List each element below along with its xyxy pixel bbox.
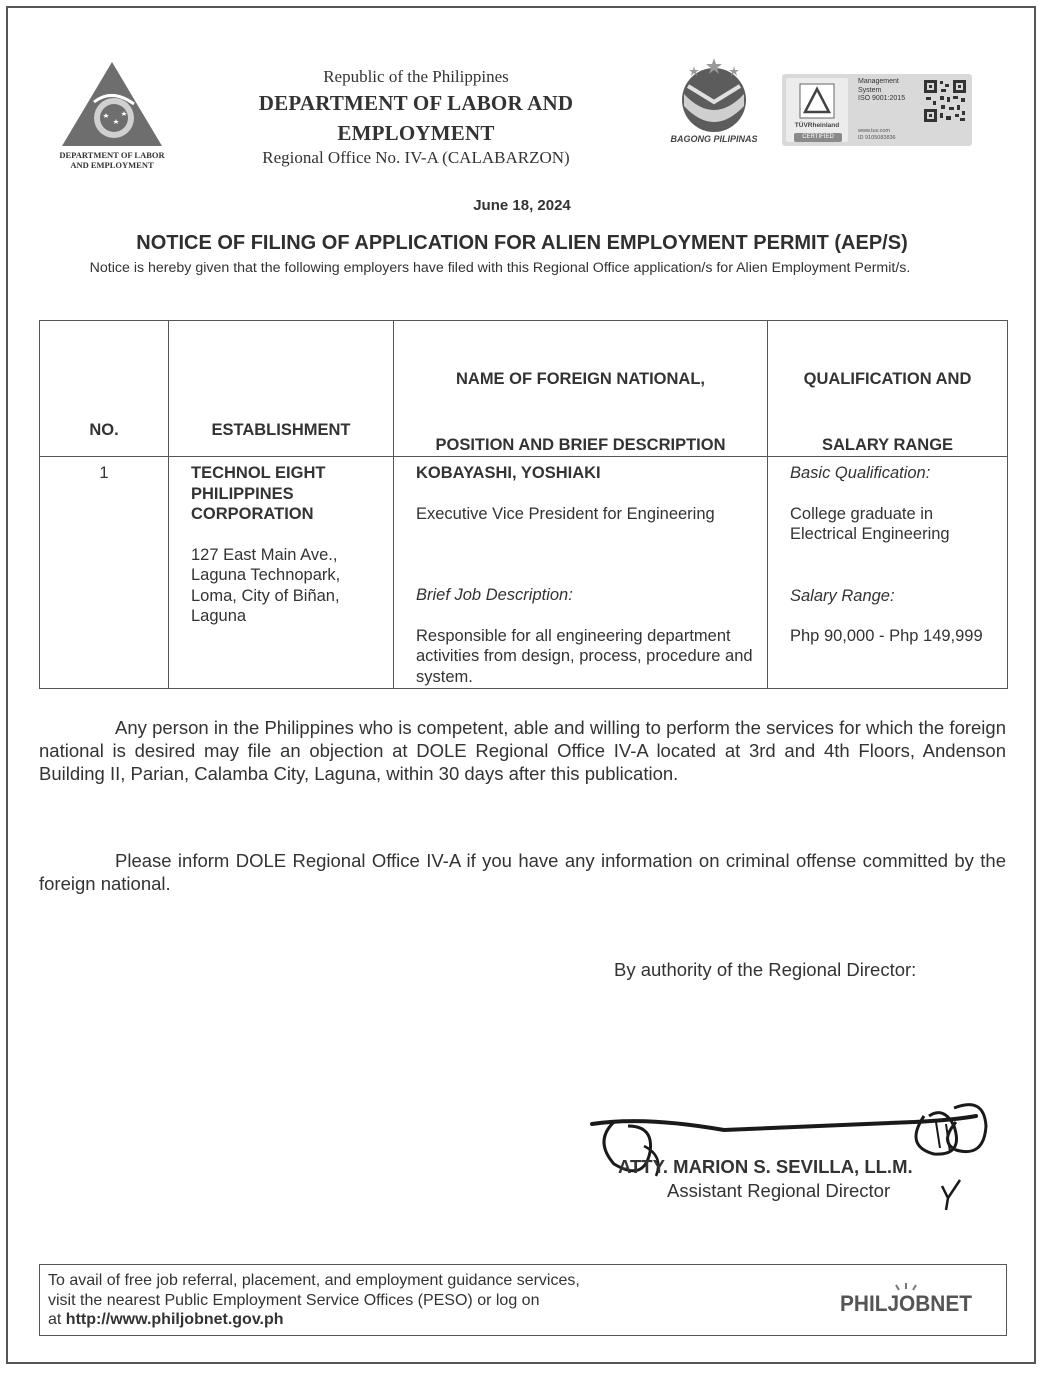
salary-range: Php 90,000 - Php 149,999 xyxy=(790,627,983,645)
table-header-row xyxy=(40,321,1008,457)
philjobnet-logo xyxy=(840,1281,990,1321)
signatory-name: ATTY. MARION S. SEVILLA, LL.M. xyxy=(618,1156,913,1177)
table-row xyxy=(40,457,1008,689)
notice-subtitle: Notice is hereby given that the following employers have filed with this Regional Office application/s for Alien Employment Permit/s. xyxy=(89,260,911,276)
foreign-national-cell xyxy=(394,457,768,689)
iso-web-line2: ID 9105083836 xyxy=(858,135,896,141)
establishment-address: 127 East Main Ave., Laguna Technopark, Loma, City of Biñan, Laguna xyxy=(191,545,341,625)
signatory-title: Assistant Regional Director xyxy=(667,1180,891,1201)
dole-logo xyxy=(58,58,166,176)
tuv-brand: TÜVRheinland xyxy=(794,122,840,129)
footer-line3-prefix: at xyxy=(48,1311,66,1328)
iso-ms-line1: Management xyxy=(858,78,899,85)
foreign-national-name: KOBAYASHI, YOSHIAKI xyxy=(416,464,601,482)
footer-line1: To avail of free job referral, placement, and employment guidance services, xyxy=(48,1272,580,1289)
job-description-label: Brief Job Description: xyxy=(416,586,573,604)
row-number: 1 xyxy=(40,457,169,689)
logo-text-line1: DEPARTMENT OF LABOR xyxy=(59,150,165,160)
qr-code-icon xyxy=(922,78,968,124)
salary-label: Salary Range: xyxy=(790,586,895,605)
establishment-name: TECHNOL EIGHT PHILIPPINES CORPORATION xyxy=(191,464,326,523)
republic-line: Republic of the Philippines xyxy=(323,67,509,86)
footer-line2: visit the nearest Public Employment Service Offices (PESO) or log on xyxy=(48,1291,540,1309)
bagong-pilipinas-logo xyxy=(664,56,764,156)
notice-date: June 18, 2024 xyxy=(473,197,571,214)
header-qualification: QUALIFICATION AND SALARY RANGE xyxy=(768,321,1008,457)
department-name: DEPARTMENT OF LABOR AND EMPLOYMENT xyxy=(258,91,574,145)
notice-title: NOTICE OF FILING OF APPLICATION FOR ALIEN EMPLOYMENT PERMIT (AEP/S) xyxy=(136,232,908,254)
criminal-offense-paragraph: Please inform DOLE Regional Office IV-A if you have any information on criminal offense committed by the foreign national. xyxy=(39,850,1006,894)
logo-text-line2: AND EMPLOYMENT xyxy=(70,160,154,170)
job-description: Responsible for all engineering department activities from design, process, procedure and system. xyxy=(416,626,753,686)
header-establishment: ESTABLISHMENT xyxy=(169,321,394,457)
qualification-cell xyxy=(768,457,1008,689)
letterhead xyxy=(188,66,644,168)
bagong-pilipinas-text: BAGONG PILIPINAS xyxy=(670,134,758,144)
tuv-triangle-icon xyxy=(786,78,848,122)
objection-paragraph: Any person in the Philippines who is competent, able and willing to perform the services for which the foreign national is desired may file an objection at DOLE Regional Office IV-A located at 3rd and 4th Floors, Andenson Building II, Parian, Calamba City, Laguna, within 30 days after this publication. xyxy=(39,717,1006,784)
regional-office: Regional Office No. IV-A (CALABARZON) xyxy=(262,148,570,167)
establishment-cell xyxy=(169,457,394,689)
iso-ms-line2: System xyxy=(858,86,882,94)
authority-line: By authority of the Regional Director: xyxy=(614,959,917,980)
footer-box xyxy=(39,1264,1007,1336)
bagong-pilipinas-emblem xyxy=(664,56,764,136)
iso-web-line1: www.tuv.com xyxy=(858,128,890,134)
iso-ms-line3: ISO 9001:2015 xyxy=(858,95,906,102)
certified-label: CERTIFIED xyxy=(794,133,842,142)
header-foreign-national: NAME OF FOREIGN NATIONAL, POSITION AND BRIEF DESCRIPTION xyxy=(394,321,768,457)
header-no: NO. xyxy=(40,321,169,457)
philjobnet-link[interactable]: http://www.philjobnet.gov.ph xyxy=(65,1311,284,1328)
qualification-label: Basic Qualification: xyxy=(790,464,931,482)
aep-table xyxy=(39,320,1008,689)
qualification-value: College graduate in Electrical Engineering xyxy=(790,504,950,543)
position-title: Executive Vice President for Engineering xyxy=(416,504,715,523)
dole-triangle-emblem xyxy=(58,58,166,150)
iso-certification-badge xyxy=(782,74,972,146)
philjobnet-logo-text: PHILJOBNET xyxy=(840,1291,973,1316)
